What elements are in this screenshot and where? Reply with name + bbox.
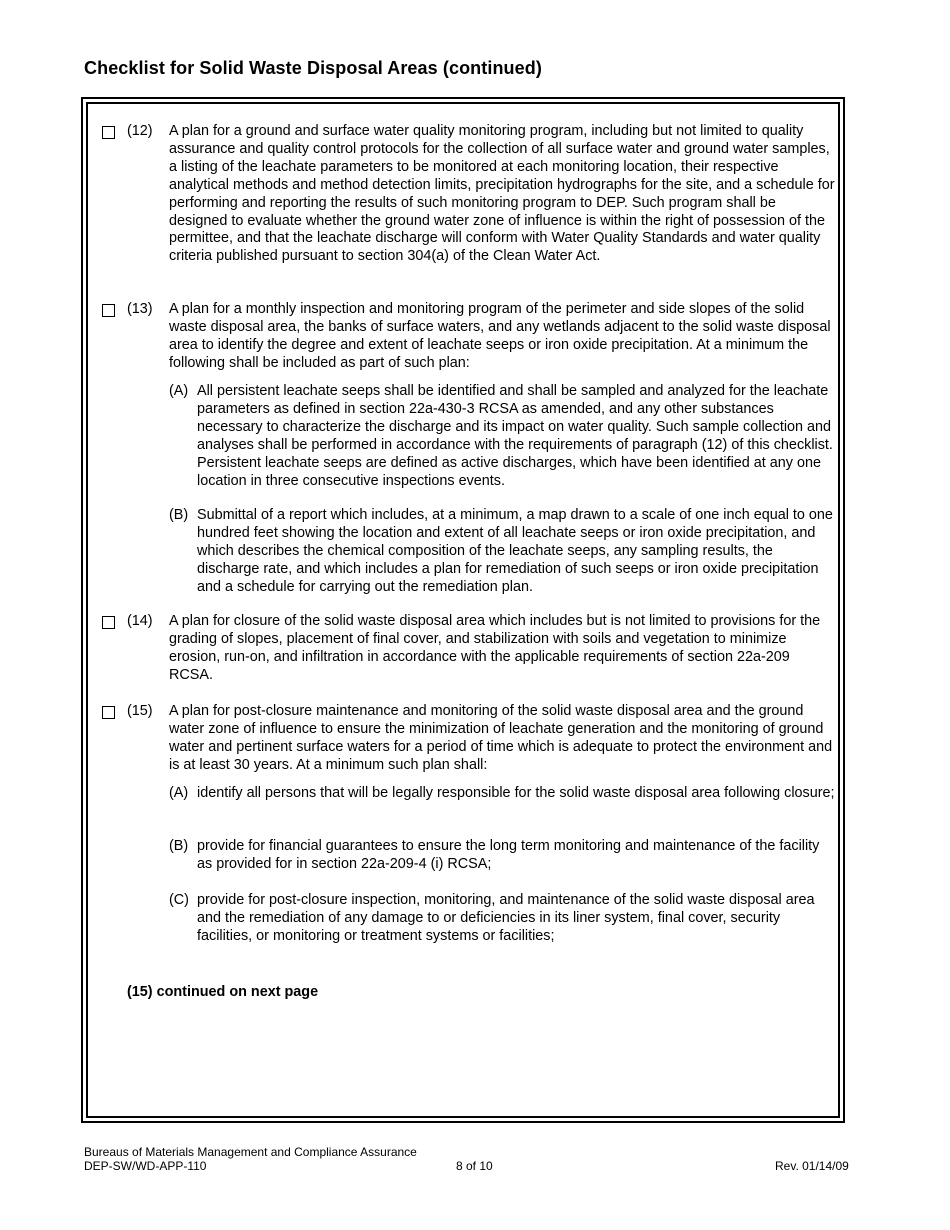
subitem-text: provide for post-closure inspection, monitoring, and maintenance of the solid waste disposal area and the remediation of any damage to or deficiencies in its liner system, final cover, security facilities, or monitoring or treatment systems or facilities; <box>197 892 815 944</box>
subitem-text: All persistent leachate seeps shall be identified and shall be sampled and analyzed for the leachate parameters as defined in section 22a-430-3 RCSA as amended, and any other substances necessary to characterize the discharge and its impact on water quality. Such sample collection and analyses shall be performed in accordance with the requirements of paragraph (12) of this checklist. Persistent leachate seeps are defined as active discharges, which have been identified at any one location in three consecutive inspections events. <box>197 383 833 489</box>
item-number: (13) <box>127 301 153 317</box>
item-text: A plan for a ground and surface water quality monitoring program, including but not limited to quality assurance and quality control protocols for the collection of all surface water and ground water samples, a listing of the leachate parameters to be monitored at each monitoring location, their respective analytical methods and method detection limits, precipitation hydrographs for the site, and a schedule for performing and reporting the results of such monitoring program to DEP. Such program shall be designed to evaluate whether the ground water zone of influence is within the right of possession of the permittee, and that the leachate discharge will conform with Water Quality Standards and water quality criteria published pursuant to section 304(a) of the Clean Water Act. <box>169 123 835 265</box>
item-number: (12) <box>127 123 153 139</box>
checklist-frame-inner <box>86 102 840 1118</box>
checkbox-item-15[interactable] <box>102 706 115 719</box>
footer-page-number: 8 of 10 <box>456 1159 493 1173</box>
checkbox-item-14[interactable] <box>102 616 115 629</box>
subitem-label: (B) <box>169 838 189 854</box>
item-number: (14) <box>127 613 153 629</box>
checkbox-item-13[interactable] <box>102 304 115 317</box>
checklist-frame <box>81 97 845 1123</box>
subitem-label: (B) <box>169 507 189 523</box>
footer-bureau: Bureaus of Materials Management and Compliance Assurance <box>84 1145 417 1159</box>
checkbox-item-12[interactable] <box>102 126 115 139</box>
page-title: Checklist for Solid Waste Disposal Areas (continued) <box>84 58 542 78</box>
continued-note: (15) continued on next page <box>127 984 319 1000</box>
item-text: A plan for post-closure maintenance and monitoring of the solid waste disposal area and the ground water zone of influence to ensure the minimization of leachate generation and the monitoring of ground water and pertinent surface waters for a period of time which is adequate to protect the environment and is at least 30 years. At a minimum such plan shall: <box>169 703 833 773</box>
footer-form-id: DEP-SW/WD-APP-110 <box>84 1159 207 1173</box>
item-number: (15) <box>127 703 153 719</box>
subitem-text: identify all persons that will be legally responsible for the solid waste disposal area following closure; <box>197 785 835 801</box>
subitem-text: provide for financial guarantees to ensure the long term monitoring and maintenance of the facility as provided for in section 22a-209-4 (i) RCSA; <box>197 838 820 872</box>
item-text: A plan for a monthly inspection and monitoring program of the perimeter and side slopes of the solid waste disposal area, the banks of surface waters, and any wetlands adjacent to the solid waste disposal area to identify the degree and extent of leachate seeps or iron oxide precipitation. At a minimum the following shall be included as part of such plan: <box>169 301 831 371</box>
subitem-label: (A) <box>169 383 189 399</box>
footer-revision: Rev. 01/14/09 <box>775 1159 849 1173</box>
item-text: A plan for closure of the solid waste disposal area which includes but is not limited to provisions for the grading of slopes, placement of final cover, and stabilization with soils and vegetation to minimize erosion, run-on, and infiltration in accordance with the applicable requirements of section 22a-209 RCSA. <box>169 613 821 683</box>
subitem-text: Submittal of a report which includes, at a minimum, a map drawn to a scale of one inch equal to one hundred feet showing the location and extent of all leachate seeps or iron oxide precipitation, and which describes the chemical composition of the leachate seeps, any sampling results, the discharge rate, and which includes a plan for remediation of such seeps or iron oxide precipitation and a schedule for carrying out the remediation plan. <box>197 507 833 595</box>
subitem-label: (A) <box>169 785 189 801</box>
subitem-label: (C) <box>169 892 189 908</box>
